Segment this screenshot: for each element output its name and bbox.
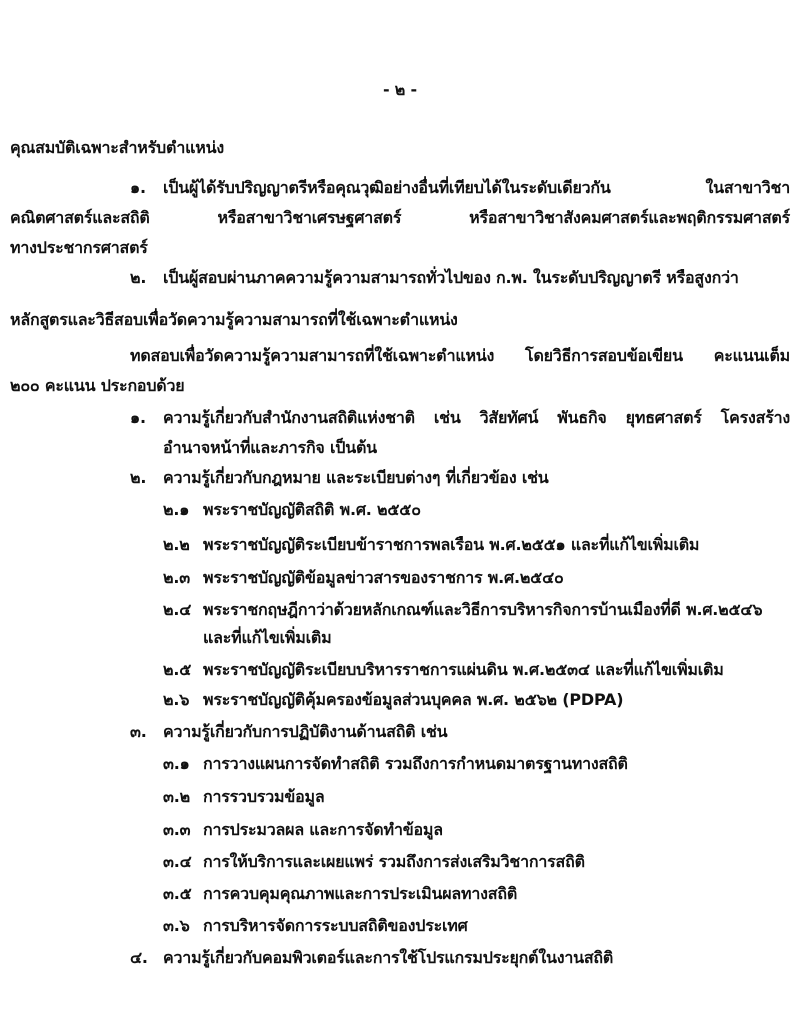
subtopic-2-6-number: ๒.๖: [163, 690, 190, 709]
topic-3-text: ความรู้เกี่ยวกับการปฏิบัติงานด้านสถิติ เช่น: [163, 722, 448, 741]
subtopic-2-4-number: ๒.๔: [163, 600, 192, 619]
qualification-1-line-1: เป็นผู้ได้รับปริญญาตรีหรือคุณวุฒิอย่างอื่นที่เทียบได้ในระดับเดียวกัน ในสาขาวิชา: [163, 178, 790, 197]
subtopic-3-1-number: ๓.๑: [163, 754, 190, 773]
topic-2-text: ความรู้เกี่ยวกับกฎหมาย และระเบียบต่างๆ ที่เกี่ยวข้อง เช่น: [163, 468, 549, 487]
subtopic-2-5-number: ๒.๕: [163, 660, 192, 679]
subtopic-2-6-text: พระราชบัญญัติคุ้มครองข้อมูลส่วนบุคคล พ.ศ. ๒๕๖๒ (PDPA): [203, 690, 624, 709]
subtopic-3-6-number: ๓.๖: [163, 916, 190, 935]
subtopic-3-2-text: การรวบรวมข้อมูล: [203, 787, 325, 806]
qualification-2-text: เป็นผู้สอบผ่านภาคความรู้ความสามารถทั่วไปของ ก.พ. ในระดับปริญญาตรี หรือสูงกว่า: [163, 268, 739, 287]
curriculum-heading: หลักสูตรและวิธีสอบเพื่อวัดความรู้ความสามารถที่ใช้เฉพาะตำแหน่ง: [10, 310, 458, 329]
subtopic-3-6-text: การบริหารจัดการระบบสถิติของประเทศ: [203, 916, 468, 935]
qualification-1-line-2: คณิตศาสตร์และสถิติ หรือสาขาวิชาเศรษฐศาสตร์ หรือสาขาวิชาสังคมศาสตร์และพฤติกรรมศาสตร์: [10, 208, 790, 227]
topic-3-number: ๓.: [130, 722, 147, 741]
topic-1-number: ๑.: [130, 408, 146, 427]
curriculum-intro-line-2: ๒๐๐ คะแนน ประกอบด้วย: [10, 376, 185, 395]
qualification-1-number: ๑.: [130, 178, 146, 197]
topic-4-text: ความรู้เกี่ยวกับคอมพิวเตอร์และการใช้โปรแกรมประยุกต์ในงานสถิติ: [163, 948, 614, 967]
subtopic-2-5-text: พระราชบัญญัติระเบียบบริหารราชการแผ่นดิน พ.ศ.๒๕๓๔ และที่แก้ไขเพิ่มเติม: [203, 660, 724, 679]
curriculum-intro-line-1: ทดสอบเพื่อวัดความรู้ความสามารถที่ใช้เฉพาะตำแหน่ง โดยวิธีการสอบข้อเขียน คะแนนเต็ม: [130, 346, 790, 365]
qualifications-heading: คุณสมบัติเฉพาะสำหรับตำแหน่ง: [10, 138, 224, 157]
topic-1-line-1: ความรู้เกี่ยวกับสำนักงานสถิติแห่งชาติ เช่น วิสัยทัศน์ พันธกิจ ยุทธศาสตร์ โครงสร้าง: [163, 408, 790, 427]
subtopic-2-4-line-2: และที่แก้ไขเพิ่มเติม: [203, 628, 332, 647]
subtopic-3-3-number: ๓.๓: [163, 820, 191, 839]
subtopic-3-5-text: การควบคุมคุณภาพและการประเมินผลทางสถิติ: [203, 884, 518, 903]
qualification-1-line-3: ทางประชากรศาสตร์: [10, 238, 148, 257]
subtopic-3-4-number: ๓.๔: [163, 852, 192, 871]
subtopic-2-3-number: ๒.๓: [163, 568, 190, 587]
subtopic-2-1-text: พระราชบัญญัติสถิติ พ.ศ. ๒๕๕๐: [203, 500, 421, 519]
subtopic-3-5-number: ๓.๕: [163, 884, 192, 903]
subtopic-3-3-text: การประมวลผล และการจัดทำข้อมูล: [203, 820, 443, 839]
topic-4-number: ๔.: [130, 948, 148, 967]
topic-1-line-2: อำนาจหน้าที่และภารกิจ เป็นต้น: [163, 438, 377, 457]
subtopic-2-3-text: พระราชบัญญัติข้อมูลข่าวสารของราชการ พ.ศ.๒๕๔๐: [203, 568, 564, 587]
subtopic-2-1-number: ๒.๑: [163, 500, 190, 519]
subtopic-2-2-number: ๒.๒: [163, 535, 190, 554]
page-number: - ๒ -: [383, 80, 417, 99]
subtopic-2-4-text: พระราชกฤษฎีกาว่าด้วยหลักเกณฑ์และวิธีการบริหารกิจการบ้านเมืองที่ดี พ.ศ.๒๕๔๖: [203, 600, 763, 619]
subtopic-3-4-text: การให้บริการและเผยแพร่ รวมถึงการส่งเสริมวิชาการสถิติ: [203, 852, 585, 871]
qualification-2-number: ๒.: [130, 268, 147, 287]
subtopic-3-2-number: ๓.๒: [163, 787, 190, 806]
subtopic-3-1-text: การวางแผนการจัดทำสถิติ รวมถึงการกำหนดมาตรฐานทางสถิติ: [203, 754, 628, 773]
topic-2-number: ๒.: [130, 468, 147, 487]
subtopic-2-2-text: พระราชบัญญัติระเบียบข้าราชการพลเรือน พ.ศ.๒๕๕๑ และที่แก้ไขเพิ่มเติม: [203, 535, 700, 554]
